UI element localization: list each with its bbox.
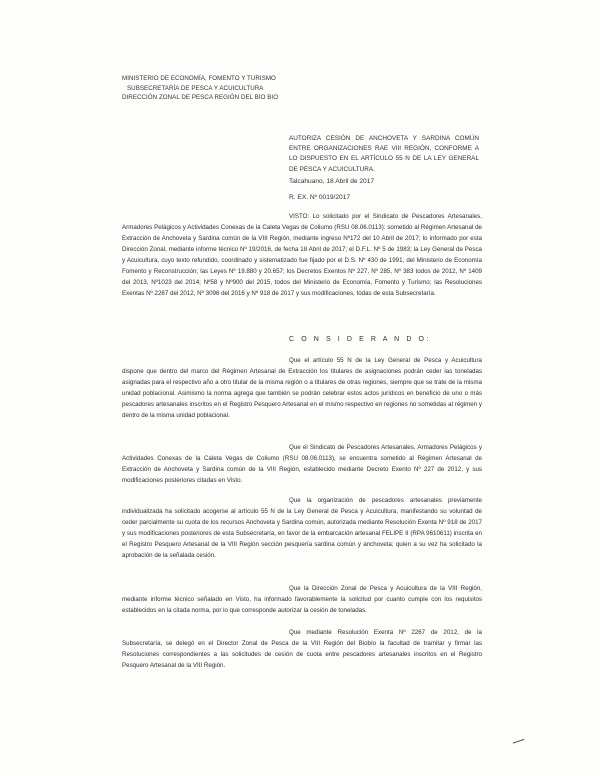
considerando-paragraph-2: Que el Sindicato de Pescadores Artesanales, Armadores Pelágicos y Actividades Conexas de la Caleta Vegas de Coliumo (RSU 08.06.0113), se encuentra sometido al Régimen Artesanal de Extracción de Anchoveta y Sardina común de la VIII Región, establecido mediante Decreto Exento Nº 227 de 2012, y sus modificaciones posteriores citadas en Visto. — [122, 444, 482, 484]
resolution-number: R. EX. Nº 0019/2017 — [289, 194, 351, 201]
handwritten-mark — [510, 729, 525, 743]
resolution-date: Talcahuano, 18 Abril de 2017 — [289, 178, 375, 185]
letterhead — [122, 74, 382, 103]
visto-paragraph: VISTO: Lo solicitado por el Sindicato de Pescadores Artesanales, Armadores Pelágicos y Actividades Conexas de la Caleta Vegas de Coliumo (RSU 08.06.0113): sometido al Régimen Artesanal de Extracción de Anchoveta y Sardina común de la VIII Región, mediante ingreso Nº172 del 10 Abril de 2017; lo informado por esta Dirección Zonal, mediante informe técnico Nº 19/2016, de fecha 18 Abril de 2017; el D.F.L. Nº 5 de 1983; la Ley General de Pesca y Acuicultura, cuyo texto refundido, coordinado y sistematizado fue fijado por el D.S. Nº 430 de 1991, del Ministerio de Economía Fomento y Reconstrucción; las Leyes Nº 19.880 y 20.657; los Decretos Exentos Nº 227, Nº 285, Nº 383 todos de 2012, Nº 1409 del 2013, Nº1023 del 2014; Nº58 y Nº900 del 2015, todos del Ministerio de Economía, Fomento y Turismo; las Resoluciones Exentas Nº 2267 del 2012, Nº 3096 del 2016 y Nº 918 de 2017 y sus modificaciones, todas de esta Subsecretaría. — [122, 213, 482, 297]
considerando-paragraph-4: Que la Dirección Zonal de Pesca y Acuicultura de la VIII Región, mediante informe técnico señalado en Visto, ha informado favorablemente la solicitud por cuanto cumple con los requisitos establecidos en la citada norma, por lo que corresponde autorizar la cesión de toneladas. — [122, 585, 482, 614]
resolution-subject: AUTORIZA CESIÓN DE ANCHOVETA Y SARDINA COMÚN ENTRE ORGANIZACIONES RAE VIII REGIÓN, CONFORME A LO DISPUESTO EN EL ARTÍCULO 55 N DE LA LEY GENERAL DE PESCA Y ACUICULTURA. — [289, 135, 479, 173]
ministry-name: MINISTERIO DE ECONOMÍA, FOMENTO Y TURISMO — [122, 75, 276, 82]
considerando-heading: C O N S I D E R A N D O: — [289, 336, 432, 343]
direccion-name: DIRECCIÓN ZONAL DE PESCA REGIÓN DEL BIO BIO — [122, 94, 279, 102]
considerando-paragraph-3: Que la organización de pescadores artesanales previamente individualizada ha solicitado acogerse al artículo 55 N de la Ley General de Pesca y Acuicultura, manifestando su voluntad de ceder parcialmente su cuota de los recursos Anchoveta y Sardina común, autorizada mediante Resolución Exenta Nº 918 de 2017 y sus modificaciones posteriores de esta Subsecretaría, en favor de la embarcación artesanal FELIPE II (RPA 9610611) inscrita en el Registro Pesquero Artesanal de la VIII Región sección pesquería sardina común y anchoveta; quien a su vez ha solicitado la aprobación de la señalada cesión. — [122, 497, 482, 559]
considerando-paragraph-5: Que mediante Resolución Exenta Nº 2267 de 2012, de la Subsecretaría, se delegó en el Director Zonal de Pesca de la VIII Región del Biobío la facultad de tramitar y firmar las Resoluciones correspondientes a las solicitudes de cesión de cuota entre pescadores artesanales inscritos en el Registro Pesquero Artesanal de la VIII Región. — [122, 629, 482, 669]
considerando-paragraph-1: Que el artículo 55 N de la Ley General de Pesca y Acuicultura dispone que dentro del marco del Régimen Artesanal de Extracción los titulares de asignaciones podrán ceder las toneladas asignadas para el respectivo año a otro titular de la misma región o a titulares de otras regiones, siempre que se trate de la misma unidad poblacional. Asimismo la norma agrega que también se podrán celebrar estos actos jurídicos en beneficio de uno o más pescadores artesanales inscritos en el Registro Pesquero Artesanal en el mismo respectivo en regiones no sometidas al régimen y dentro de la misma unidad poblacional. — [122, 357, 482, 419]
subsecretaria-name: SUBSECRETARÍA DE PESCA Y ACUICULTURA — [127, 84, 264, 92]
